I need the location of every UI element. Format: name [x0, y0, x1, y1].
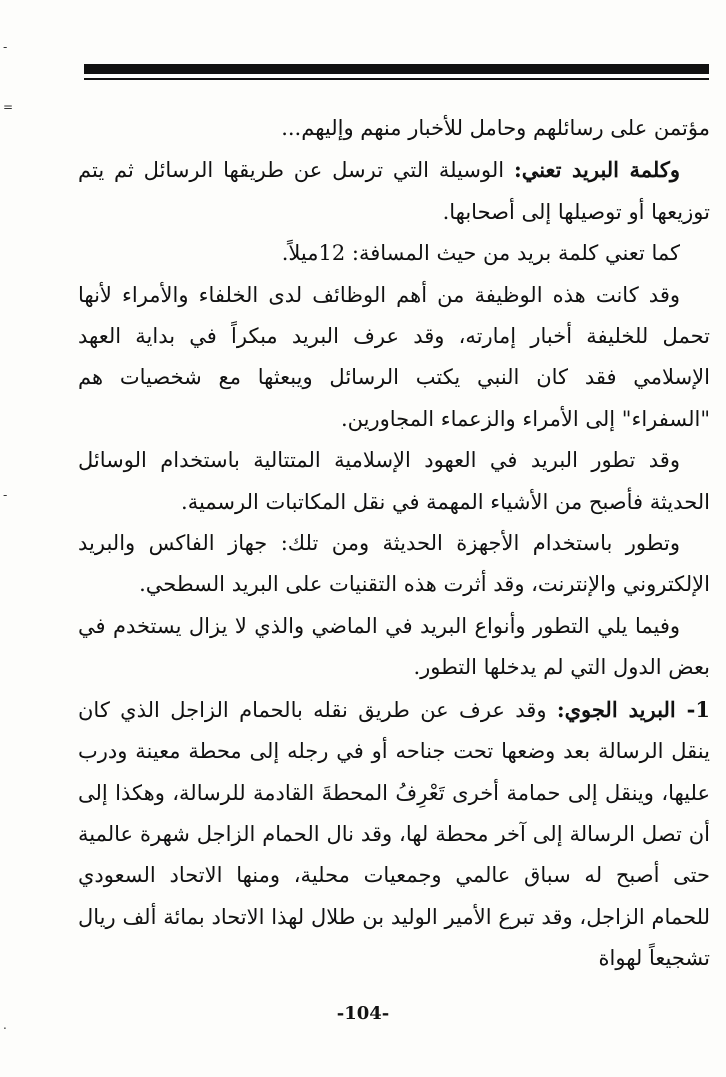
body-text [78, 108, 710, 980]
paragraph-4: وقد كانت هذه الوظيفة من أهم الوظائف لدى الخلفاء والأمراء لأنها تحمل للخليفة أخبار إمارته، وقد عرف البريد مبكراً في بداية العهد الإسلامي فقد كان النبي يكتب الرسائل ويبعثها مع شخصيات هم "السفراء" إلى الأمراء والزعماء المجاورين. [78, 282, 710, 431]
paragraph-6: وتطور باستخدام الأجهزة الحديثة ومن تلك: جهاز الفاكس والبريد الإلكتروني والإنترنت، وقد أثرت هذه التقنيات على البريد السطحي. [78, 531, 710, 597]
paragraph-2: وكلمة البريد تعني: الوسيلة التي ترسل عن طريقها الرسائل ثم يتم توزيعها أو توصيلها إلى أصحابها. [78, 157, 710, 224]
edge-mark: = [3, 100, 14, 114]
edge-mark: - [3, 488, 8, 502]
header-rule-thick [84, 64, 709, 74]
item-label: 1- البريد الجوي: [556, 696, 710, 722]
page-number: -104- [336, 1003, 390, 1024]
edge-mark: - [3, 40, 8, 54]
edge-mark: . [3, 1018, 7, 1032]
paragraph-5: وقد تطور البريد في العهود الإسلامية المتتالية باستخدام الوسائل الحديثة فأصبح من الأشياء المهمة في نقل المكاتبات الرسمية. [78, 448, 710, 514]
paragraph-7: وفيما يلي التطور وأنواع البريد في الماضي والذي لا يزال يستخدم في بعض الدول التي لم يدخلها التطور. [78, 613, 710, 680]
header-rule-thin [84, 78, 709, 80]
term-label: وكلمة البريد تعني: [513, 157, 680, 183]
paragraph-1: مؤتمن على رسائلهم وحامل للأخبار منهم وإليهم... [281, 116, 710, 140]
paragraph-8: 1- البريد الجوي: وقد عرف عن طريق نقله بالحمام الزاجل الذي كان ينقل الرسالة بعد وضعها تحت جناحه أو في رجله إلى محطة معينة ودرب عليها، وينقل إلى حمامة أخرى تَعْرِفُ المحطةَ القادمة للرسالة، وهكذا إلى أن تصل الرسالة إلى آخر محطة لها، وقد نال الحمام الزاجل شهرة عالمية حتى أصبح له سباق عالمي وجمعيات محلية، ومنها الاتحاد السعودي للحمام الزاجل، وقد تبرع الأمير الوليد بن طلال لهذا الاتحاد بمائة ألف ريال تشجيعاً لهواة [78, 696, 710, 971]
paragraph-3: كما تعني كلمة بريد من حيث المسافة: 12ميلاً. [281, 241, 680, 266]
